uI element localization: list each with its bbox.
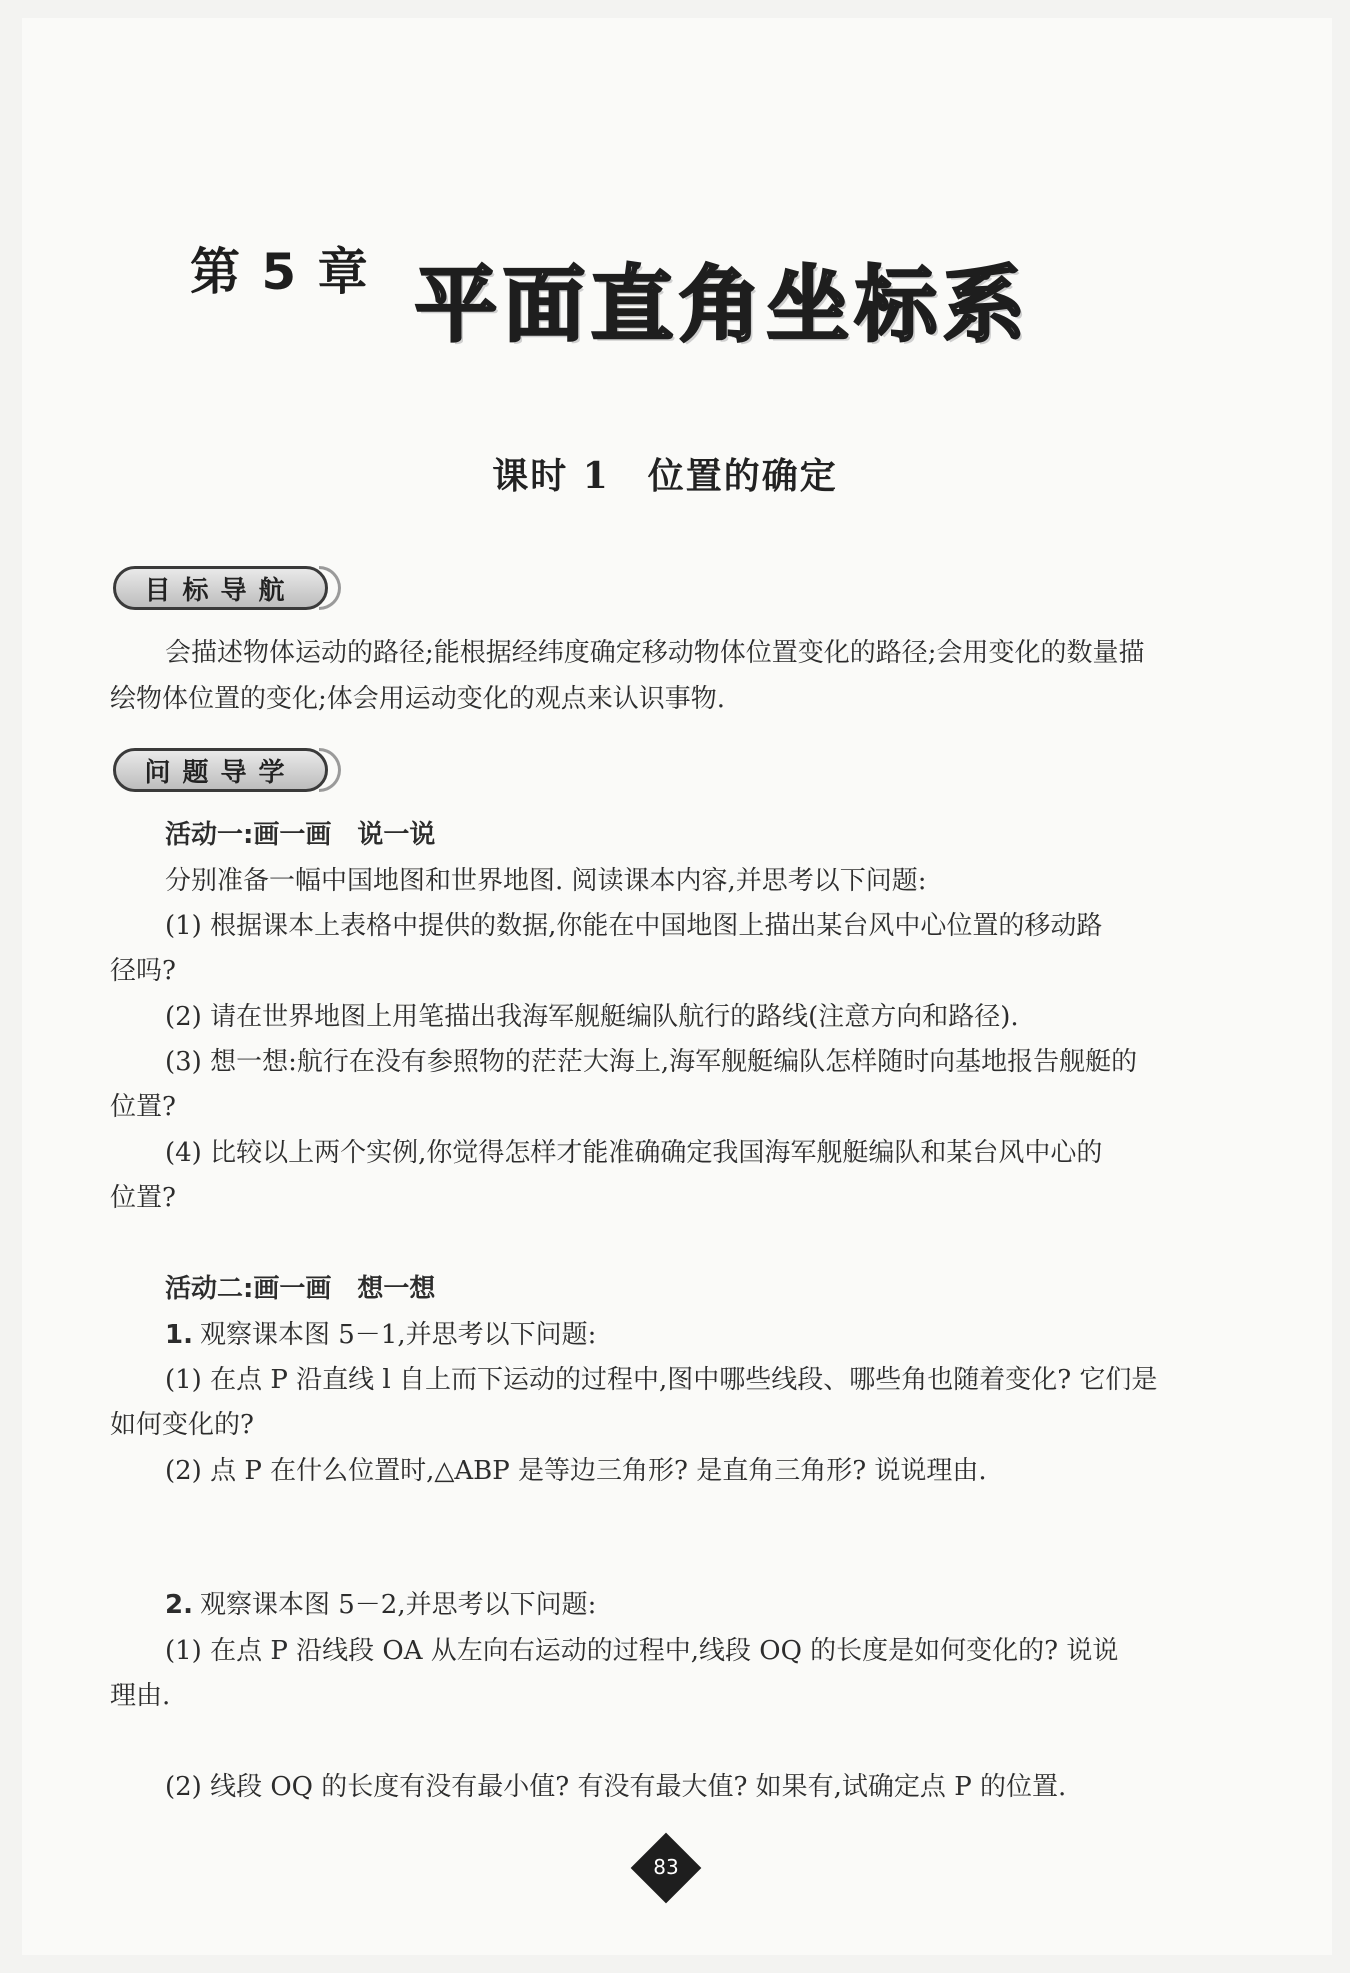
chapter-title: 平面直角坐标系 — [415, 258, 1032, 353]
activity1-q3-line-2: 位置? — [110, 1092, 176, 1122]
activity2-problem1-q1-line-1: (1) 在点 P 沿直线 l 自上而下运动的过程中,图中哪些线段、哪些角也随着变化? 它们是 — [165, 1365, 1158, 1395]
goal-section-tag: 目标导航 — [113, 566, 328, 610]
activity1-intro: 分别准备一幅中国地图和世界地图. 阅读课本内容,并思考以下问题: — [165, 866, 927, 896]
goal-text-line-2: 绘物体位置的变化;体会用运动变化的观点来认识事物. — [110, 684, 726, 714]
activity1-q1-line-2: 径吗? — [110, 956, 176, 986]
activity1-q1-line-1: (1) 根据课本上表格中提供的数据,你能在中国地图上描出某台风中心位置的移动路 — [165, 911, 1103, 941]
page-number: 83 — [653, 1855, 679, 1879]
activity2-problem2-q2: (2) 线段 OQ 的长度有没有最小值? 有没有最大值? 如果有,试确定点 P 的位置. — [165, 1772, 1067, 1802]
activity1-q3-line-1: (3) 想一想:航行在没有参照物的茫茫大海上,海军舰艇编队怎样随时向基地报告舰艇的 — [165, 1047, 1138, 1077]
activity2-problem1-q2: (2) 点 P 在什么位置时,△ABP 是等边三角形? 是直角三角形? 说说理由. — [165, 1456, 987, 1486]
activity2-problem2-intro: 观察课本图 5－2,并思考以下问题: — [200, 1590, 597, 1620]
chapter-label: 第 5 章 — [190, 243, 370, 301]
activity2-problem2-q1-line-2: 理由. — [110, 1681, 171, 1711]
activity2-problem1-number: 1. — [165, 1320, 193, 1350]
activity2-problem1-intro: 观察课本图 5－1,并思考以下问题: — [200, 1320, 597, 1350]
activity2-problem2-q1-line-1: (1) 在点 P 沿线段 OA 从左向右运动的过程中,线段 OQ 的长度是如何变化的? 说说 — [165, 1636, 1119, 1666]
activity1-heading: 活动一:画一画 说一说 — [165, 820, 436, 850]
activity1-q4-line-1: (4) 比较以上两个实例,你觉得怎样才能准确确定我国海军舰艇编队和某台风中心的 — [165, 1138, 1103, 1168]
activity1-q4-line-2: 位置? — [110, 1183, 176, 1213]
activity1-q2: (2) 请在世界地图上用笔描出我海军舰艇编队航行的路线(注意方向和路径). — [165, 1002, 1019, 1032]
problem-section-tag: 问题导学 — [113, 748, 328, 792]
lesson-title: 课时 1 位置的确定 — [492, 455, 838, 497]
activity2-heading: 活动二:画一画 想一想 — [165, 1274, 436, 1304]
goal-text-line-1: 会描述物体运动的路径;能根据经纬度确定移动物体位置变化的路径;会用变化的数量描 — [165, 638, 1145, 668]
activity2-problem1-q1-line-2: 如何变化的? — [110, 1410, 254, 1440]
activity2-problem2-number: 2. — [165, 1590, 193, 1620]
